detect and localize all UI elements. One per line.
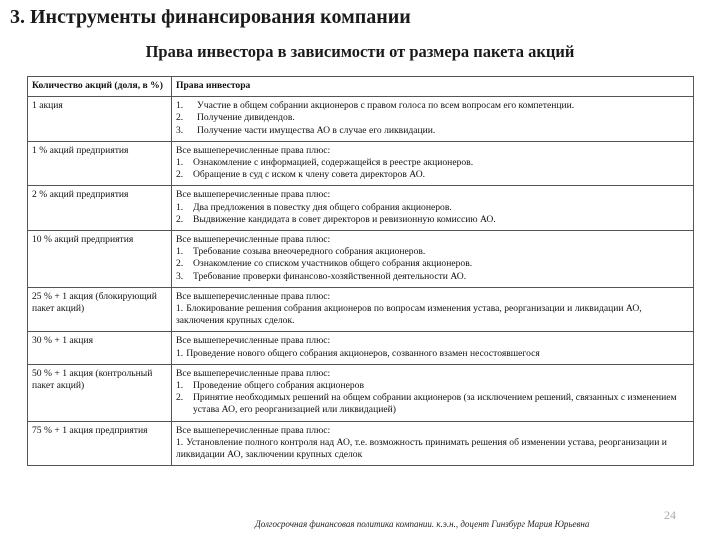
item-number: 2. xyxy=(176,213,184,225)
item-number: 2. xyxy=(176,169,184,181)
rights-lead-text: Все вышеперечисленные права плюс: xyxy=(176,335,331,347)
table-row xyxy=(28,364,694,421)
rights-list-item xyxy=(176,169,689,181)
table-row xyxy=(28,97,694,142)
rights-list-item xyxy=(176,202,689,214)
item-number: 3. xyxy=(176,270,184,282)
rights-list xyxy=(176,202,689,226)
rights-lead-text: Все вышеперечисленные права плюс: xyxy=(176,144,331,156)
item-number: 1. xyxy=(176,347,184,359)
rights-cell xyxy=(172,186,694,231)
rights-list-item xyxy=(176,392,689,416)
rights-lead-text: Все вышеперечисленные права плюс: xyxy=(176,367,331,379)
share-cell: 75 % + 1 акция предприятия xyxy=(28,421,172,466)
item-number: 1. xyxy=(176,436,184,448)
item-text: Получение дивидендов. xyxy=(197,112,295,124)
share-cell: 25 % + 1 акция (блокирующий пакет акций) xyxy=(28,287,172,332)
rights-cell xyxy=(172,364,694,421)
table-row xyxy=(28,421,694,466)
slide-subtitle: Права инвестора в зависимости от размера пакета акций xyxy=(145,42,575,61)
table-body xyxy=(28,77,694,466)
item-text: Принятие необходимых решений на общем собрании акционеров (за исключением решений, связанных с изменением устава АО, его реорганизацией или ликвидацией) xyxy=(193,392,677,416)
rights-list-item xyxy=(176,348,689,360)
slide-heading: 3. Инструменты финансирования компании xyxy=(10,6,411,28)
item-text: Блокирование решения собрания акционеров по вопросам изменения устава, реорганизации и ликвидации АО, заключения крупных сделок. xyxy=(176,303,642,327)
item-text: Обращение в суд с иском к члену совета директоров АО. xyxy=(193,169,426,181)
rights-cell xyxy=(172,421,694,466)
share-cell: 2 % акций предприятия xyxy=(28,186,172,231)
rights-cell xyxy=(172,287,694,332)
rights-lead-text: Все вышеперечисленные права плюс: xyxy=(176,290,331,302)
rights-cell xyxy=(172,332,694,364)
rights-lead-text: Все вышеперечисленные права плюс: xyxy=(176,189,331,201)
item-text: Требование созыва внеочередного собрания акционеров. xyxy=(193,246,426,258)
rights-list-item xyxy=(176,214,689,226)
rights-list xyxy=(176,348,689,360)
item-number: 1. xyxy=(176,380,184,392)
share-cell: 1 % акций предприятия xyxy=(28,141,172,186)
item-number: 2. xyxy=(176,258,184,270)
table-row xyxy=(28,141,694,186)
item-text: Проведение нового общего собрания акционеров, созванного взамен несостоявшегося xyxy=(186,347,540,359)
item-text: Установление полного контроля над АО, т.е. возможность принимать решения об изменении устава, реорганизации и ликвидации АО, заключении крупных сделок xyxy=(176,436,667,461)
item-text: Ознакомление с информацией, содержащейся в реестре акционеров. xyxy=(193,157,474,169)
table-row xyxy=(28,231,694,288)
rights-list-item xyxy=(176,258,689,270)
rights-list-item xyxy=(176,303,689,327)
share-cell: 50 % + 1 акция (контрольный пакет акций) xyxy=(28,364,172,421)
item-text: Ознакомление со списком участников общего собрания акционеров. xyxy=(193,258,473,270)
investor-rights-table xyxy=(27,76,694,466)
rights-cell xyxy=(172,141,694,186)
rights-lead-text: Все вышеперечисленные права плюс: xyxy=(176,234,331,246)
share-cell: 30 % + 1 акция xyxy=(28,332,172,364)
rights-list-item xyxy=(176,246,689,258)
rights-list xyxy=(176,100,689,137)
rights-list-item xyxy=(176,157,689,169)
rights-list-item xyxy=(176,437,689,461)
rights-cell xyxy=(172,231,694,288)
share-cell: 10 % акций предприятия xyxy=(28,231,172,288)
item-text: Два предложения в повестку дня общего собрания акционеров. xyxy=(193,201,452,213)
item-number: 1. xyxy=(176,157,184,169)
page-number: 24 xyxy=(664,508,676,522)
item-text: Участие в общем собрании акционеров с правом голоса по всем вопросам его компетенции. xyxy=(197,100,575,112)
header-rights-cell: Права инвестора xyxy=(172,77,694,97)
rights-list-item xyxy=(176,380,689,392)
table-row xyxy=(28,287,694,332)
rights-list xyxy=(176,246,689,283)
footer-caption: Долгосрочная финансовая политика компании. к.э.н., доцент Гинзбург Мария Юрьевна xyxy=(255,519,590,529)
rights-list-item xyxy=(176,112,689,124)
item-number: 1. xyxy=(176,303,184,315)
item-number: 2. xyxy=(176,392,184,404)
rights-list xyxy=(176,157,689,181)
item-text: Выдвижение кандидата в совет директоров и ревизионную комиссию АО. xyxy=(193,213,496,225)
rights-list xyxy=(176,437,689,461)
rights-list-item xyxy=(176,271,689,283)
item-text: Требование проверки финансово-хозяйственной деятельности АО. xyxy=(193,270,467,282)
item-number: 1. xyxy=(176,246,184,258)
rights-list-item xyxy=(176,125,689,137)
rights-lead-text: Все вышеперечисленные права плюс: xyxy=(176,424,331,436)
rights-list xyxy=(176,380,689,417)
item-number: 1. xyxy=(176,201,184,213)
item-number: 2. xyxy=(176,112,184,124)
header-share-cell: Количество акций (доля, в %) xyxy=(28,77,172,97)
item-text: Проведение общего собрания акционеров xyxy=(193,380,364,392)
item-number: 1. xyxy=(176,100,184,112)
share-cell: 1 акция xyxy=(28,97,172,142)
table-row xyxy=(28,186,694,231)
table-row xyxy=(28,332,694,364)
rights-list xyxy=(176,303,689,327)
table-header-row xyxy=(28,77,694,97)
rights-list-item xyxy=(176,100,689,112)
rights-cell xyxy=(172,97,694,142)
item-text: Получение части имущества АО в случае его ликвидации. xyxy=(197,124,436,136)
item-number: 3. xyxy=(176,124,184,136)
